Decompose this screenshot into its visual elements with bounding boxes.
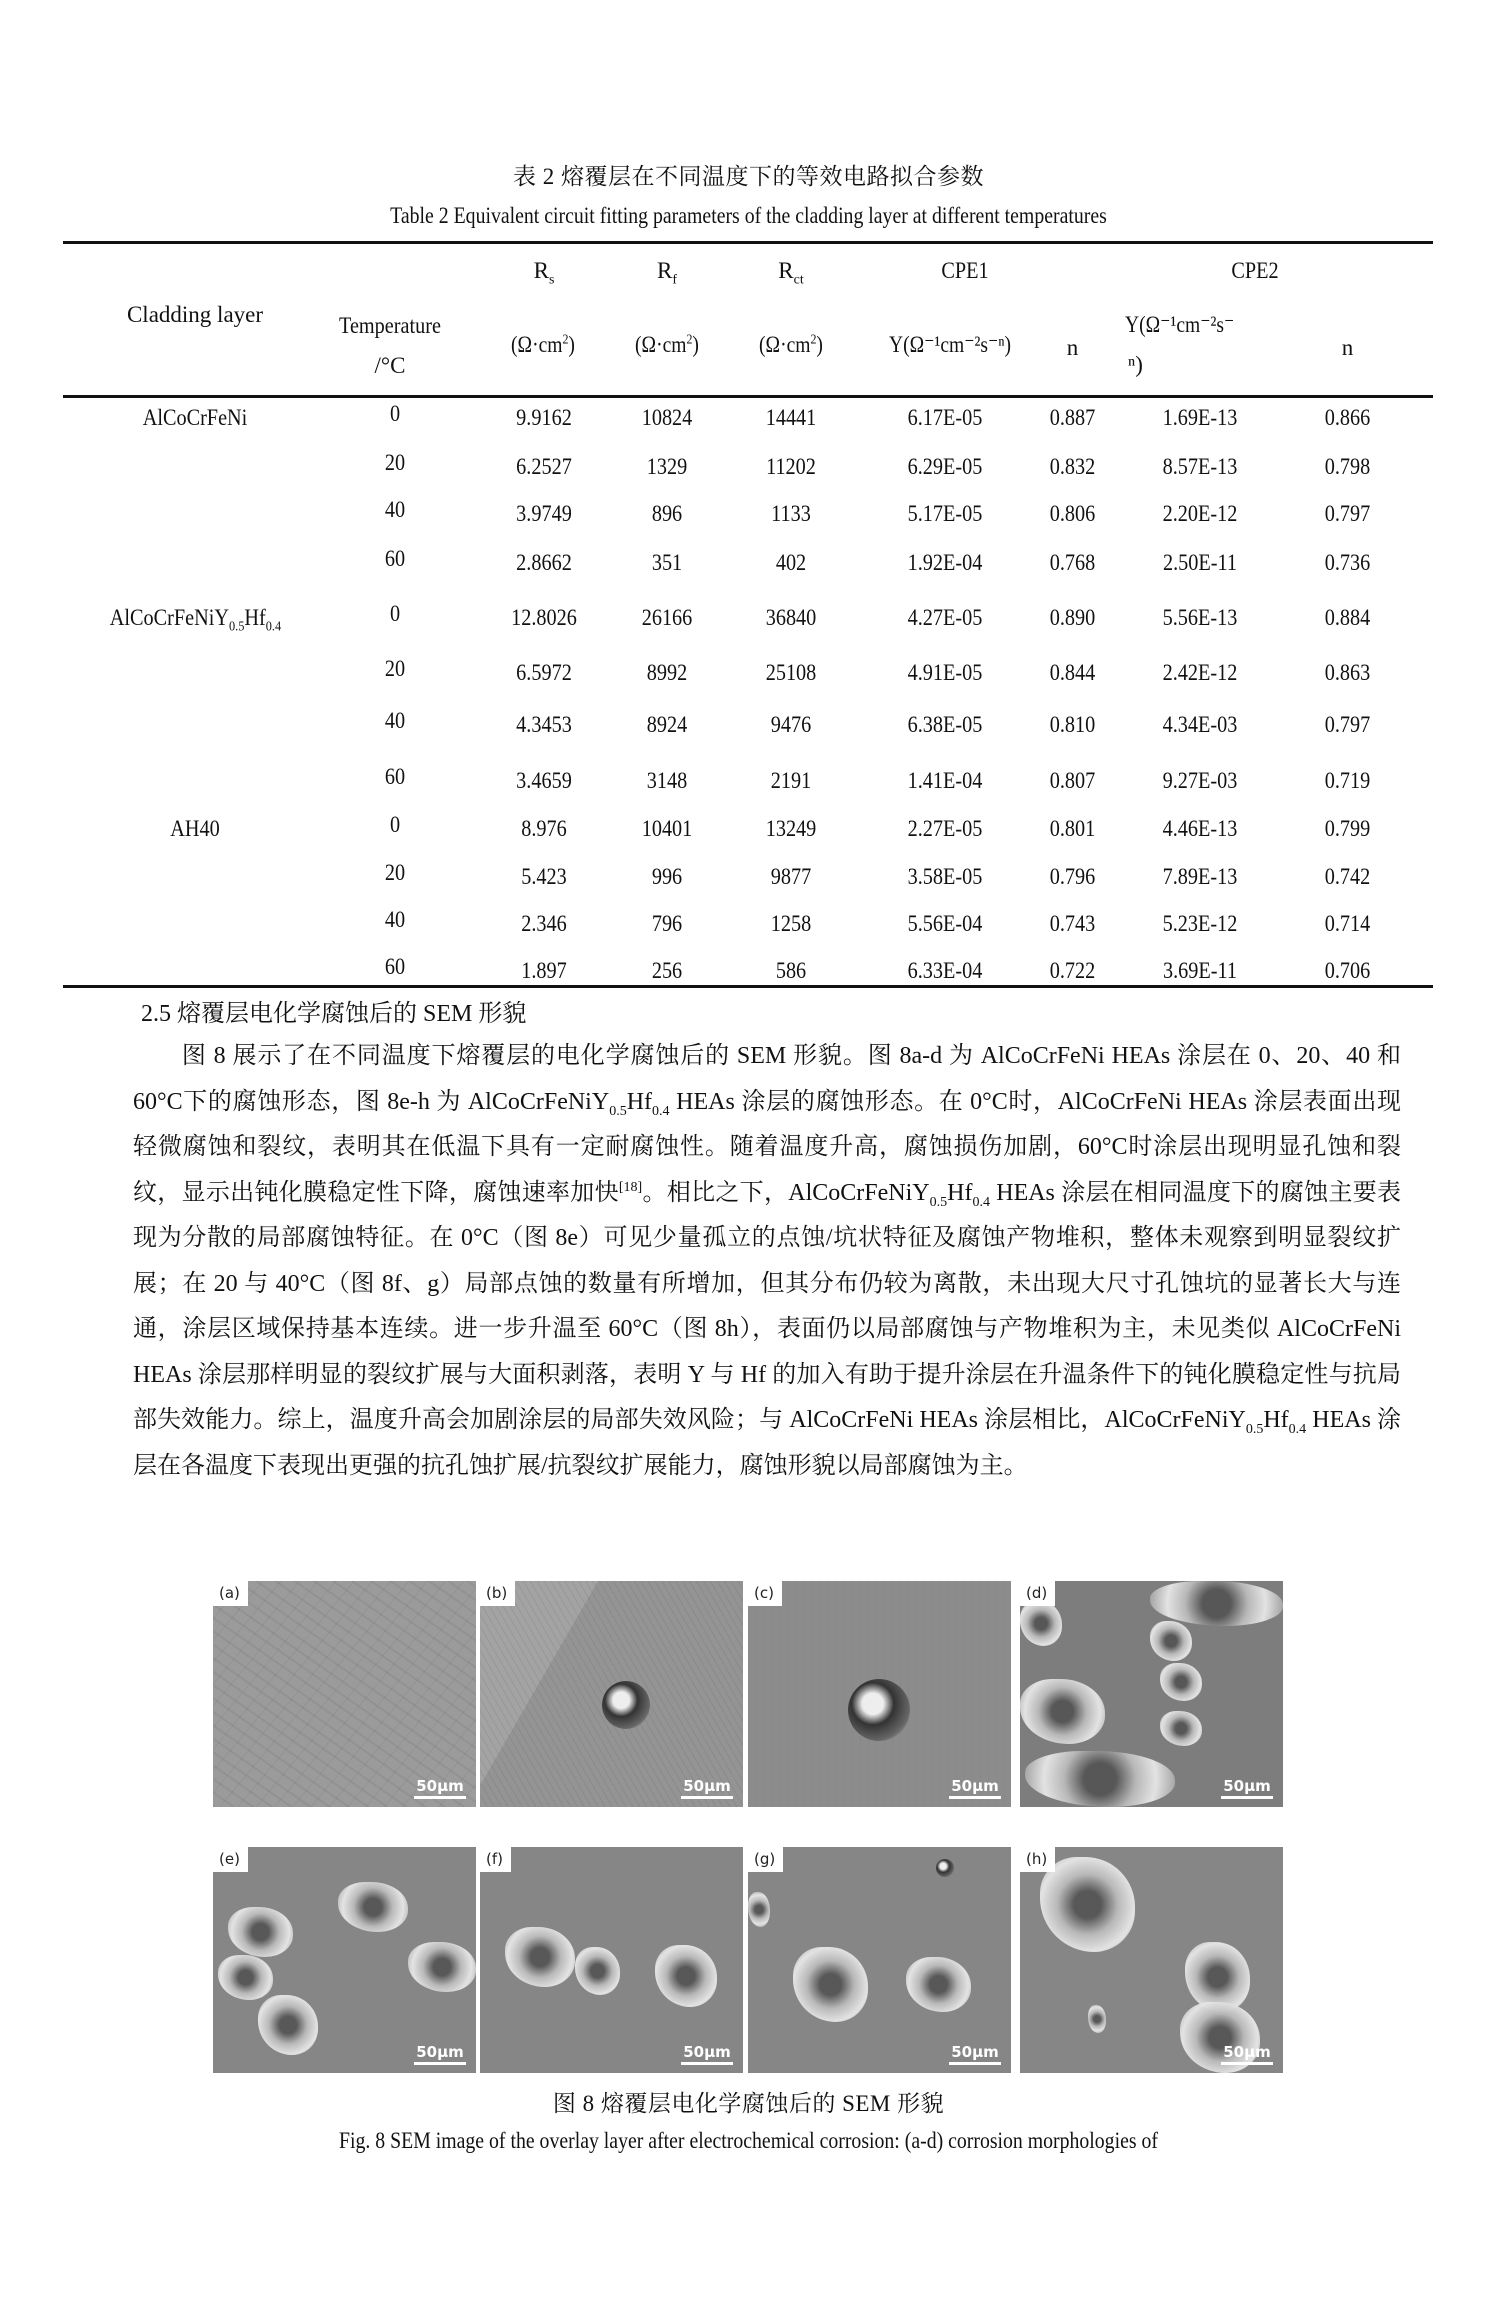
cell-n1: 0.722 <box>1049 958 1096 983</box>
cell-n1: 0.796 <box>1049 864 1096 889</box>
cell-rct: 13249 <box>765 816 817 841</box>
cell-rf: 8992 <box>646 660 688 685</box>
panel-label: (e) <box>213 1847 248 1872</box>
table-top-rule <box>63 241 1433 244</box>
corrosion-product <box>1020 1679 1105 1744</box>
cell-rs: 3.9749 <box>516 501 572 526</box>
cell-n2: 0.798 <box>1324 454 1371 479</box>
cell-y1: 6.33E-04 <box>907 958 983 983</box>
cell-rs: 12.8026 <box>511 605 577 630</box>
group-label: AlCoCrFeNi <box>142 405 248 430</box>
cell-n2: 0.719 <box>1324 768 1371 793</box>
cell-rs: 2.8662 <box>516 550 572 575</box>
header-cpe2-y-cont: ⁿ) <box>1128 352 1143 377</box>
cell-y2: 2.20E-12 <box>1162 501 1238 526</box>
panel-label: (d) <box>1020 1581 1055 1606</box>
header-cpe1-n: n <box>1066 335 1079 360</box>
cell-rct: 1258 <box>770 911 812 936</box>
cell-y1: 4.27E-05 <box>907 605 983 630</box>
cell-rf: 896 <box>651 501 683 526</box>
cell-rf: 8924 <box>646 712 688 737</box>
cell-rct: 9476 <box>770 712 812 737</box>
panel-label: (h) <box>1020 1847 1055 1872</box>
cell-y1: 5.56E-04 <box>907 911 983 936</box>
cell-y2: 5.23E-12 <box>1162 911 1238 936</box>
cell-temp: 60 <box>384 546 406 571</box>
cell-y2: 9.27E-03 <box>1162 768 1238 793</box>
cell-rct: 14441 <box>765 405 817 430</box>
sem-panel-h <box>1020 1847 1283 2073</box>
cell-rct: 36840 <box>765 605 817 630</box>
scale-bar: 50μm <box>949 1777 1001 1799</box>
body-paragraph: 图 8 展示了在不同温度下熔覆层的电化学腐蚀后的 SEM 形貌。图 8a-d 为 AlCoCrFeNi HEAs 涂层在 0、20、40 和 60°C下的腐蚀形态，图 8e-h 为 $AlCoCrFeNiY_{0.5}Hf_{0.4}$ HEAs 涂层的腐蚀形态。在 0°C时，AlCoCrFeNi HEAs 涂层表面出现轻微腐蚀和裂纹，表明其在低温下具有一定耐腐蚀性。随着温度升高，腐蚀损伤加剧，60°C时涂层出现明显孔蚀和裂纹，显示出钝化膜稳定性下降，腐蚀速率加快[18]。相比之下，$AlCoCrFeNiY_{0.5}Hf_{0.4}$ HEAs 涂层在相同温度下的腐蚀主要表现为分散的局部腐蚀特征。在 0°C（图 8e）可见少量孤立的点蚀/坑状特征及腐蚀产物堆积，整体未观察到明显裂纹扩展；在 20 与 40°C（图 8f、g）局部点蚀的数量有所增加，但其分布仍较为离散，未出现大尺寸孔蚀坑的显著长大与连通，涂层区域保持基本连续。进一步升温至 60°C（图 8h），表面仍以局部腐蚀与产物堆积为主，未见类似 AlCoCrFeNi HEAs 涂层那样明显的裂纹扩展与大面积剥落，表明 Y 与 Hf 的加入有助于提升涂层在升温条件下的钝化膜稳定性与抗局部失效能力。综上，温度升高会加剧涂层的局部失效风险；与 AlCoCrFeNi HEAs 涂层相比，$AlCoCrFeNiY_{0.5}Hf_{0.4}$ HEAs 涂层在各温度下表现出更强的抗孔蚀扩展/抗裂纹扩展能力，腐蚀形貌以局部腐蚀为主。 <box>133 1043 1402 1479</box>
corrosion-product <box>1020 1601 1062 1646</box>
cell-n2: 0.799 <box>1324 816 1371 841</box>
cell-y2: 8.57E-13 <box>1162 454 1238 479</box>
cell-rf: 796 <box>651 911 683 936</box>
cell-y2: 5.56E-13 <box>1162 605 1238 630</box>
cell-temp: 20 <box>384 450 406 475</box>
corrosion-product <box>748 1892 770 1927</box>
cell-n2: 0.884 <box>1324 605 1371 630</box>
cell-y2: 4.46E-13 <box>1162 816 1238 841</box>
scale-bar: 50μm <box>681 2043 733 2065</box>
sem-panel-b <box>480 1581 743 1807</box>
cell-n1: 0.743 <box>1049 911 1096 936</box>
sem-panel-g <box>748 1847 1011 2073</box>
cell-n2: 0.797 <box>1324 501 1371 526</box>
cell-temp: 40 <box>384 907 406 932</box>
header-cpe1: CPE1 <box>941 258 989 283</box>
header-rf: $R_f$ <box>656 258 677 288</box>
header-temperature: Temperature <box>339 313 441 338</box>
cell-n1: 0.844 <box>1049 660 1096 685</box>
cell-temp: 0 <box>389 401 401 426</box>
cell-rs: 3.4659 <box>516 768 572 793</box>
cell-n1: 0.810 <box>1049 712 1096 737</box>
group-label: AH40 <box>170 816 220 841</box>
cell-y2: 3.69E-11 <box>1162 958 1238 983</box>
panel-label: (a) <box>213 1581 248 1606</box>
corrosion-product <box>1160 1711 1202 1746</box>
header-rct: $R_{ct}$ <box>778 258 804 288</box>
sem-panel-f <box>480 1847 743 2073</box>
cell-rs: 4.3453 <box>516 712 572 737</box>
header-rs: $R_s$ <box>533 258 555 288</box>
cell-n2: 0.863 <box>1324 660 1371 685</box>
cell-y1: 1.41E-04 <box>907 768 983 793</box>
cell-rct: 586 <box>775 958 807 983</box>
cell-n1: 0.832 <box>1049 454 1096 479</box>
corrosion-product <box>793 1947 868 2022</box>
cell-temp: 0 <box>389 812 401 837</box>
cell-temp: 20 <box>384 860 406 885</box>
cell-rs: 9.9162 <box>516 405 572 430</box>
corrosion-product <box>1150 1621 1192 1661</box>
figure-caption-cn: 图 8 熔覆层电化学腐蚀后的 SEM 形貌 <box>552 2091 945 2116</box>
cell-temp: 60 <box>384 954 406 979</box>
group-label: $AlCoCrFeNiY_{0.5}Hf_{0.4}$ <box>109 605 282 635</box>
cell-y1: 1.92E-04 <box>907 550 983 575</box>
cell-y2: 1.69E-13 <box>1162 405 1238 430</box>
sem-panel-a <box>213 1581 476 1807</box>
cell-n1: 0.807 <box>1049 768 1096 793</box>
sem-panel-e <box>213 1847 476 2073</box>
panel-label: (b) <box>480 1581 515 1606</box>
panel-label: (f) <box>480 1847 511 1872</box>
cell-y2: 2.50E-11 <box>1162 550 1238 575</box>
header-cladding-layer: Cladding layer <box>126 302 264 327</box>
cell-rct: 9877 <box>770 864 812 889</box>
cell-rs: 8.976 <box>521 816 567 841</box>
panel-label: (c) <box>748 1581 782 1606</box>
sem-panel-d <box>1020 1581 1283 1807</box>
figure-caption-en: Fig. 8 SEM image of the overlay layer after electrochemical corrosion: (a-d) corrosion morphologies of <box>339 2128 1158 2153</box>
cell-n1: 0.806 <box>1049 501 1096 526</box>
scale-bar: 50μm <box>414 1777 466 1799</box>
cell-rs: 1.897 <box>521 958 567 983</box>
cell-y1: 2.27E-05 <box>907 816 983 841</box>
scale-bar: 50μm <box>681 1777 733 1799</box>
cell-rf: 26166 <box>641 605 693 630</box>
cell-y2: 7.89E-13 <box>1162 864 1238 889</box>
cell-n2: 0.714 <box>1324 911 1371 936</box>
corrosion-pit <box>602 1681 650 1729</box>
cell-n1: 0.801 <box>1049 816 1096 841</box>
corrosion-pit <box>848 1679 910 1741</box>
cell-rct: 2191 <box>770 768 812 793</box>
cell-y1: 6.17E-05 <box>907 405 983 430</box>
corrosion-product <box>1088 2005 1106 2033</box>
table-header-rule <box>63 395 1433 398</box>
scale-bar: 50μm <box>414 2043 466 2065</box>
cell-rs: 5.423 <box>521 864 567 889</box>
corrosion-product <box>228 1907 293 1957</box>
header-rs-unit: $(\Omega\cdot cm^2)$ <box>511 332 575 357</box>
header-cpe2-n: n <box>1341 335 1354 360</box>
header-temperature-unit: /°C <box>374 353 406 378</box>
cell-rf: 351 <box>651 550 683 575</box>
cell-rf: 1329 <box>646 454 688 479</box>
cell-rct: 11202 <box>766 454 816 479</box>
header-cpe2: CPE2 <box>1231 258 1279 283</box>
cell-rf: 10401 <box>641 816 693 841</box>
corrosion-product <box>575 1947 620 1995</box>
cell-temp: 40 <box>384 497 406 522</box>
table-bottom-rule <box>63 985 1433 988</box>
section-heading: 2.5 熔覆层电化学腐蚀后的 SEM 形貌 <box>141 1001 527 1027</box>
cell-temp: 40 <box>384 708 406 733</box>
scale-bar: 50μm <box>949 2043 1001 2065</box>
cell-y1: 6.29E-05 <box>907 454 983 479</box>
cell-n2: 0.866 <box>1324 405 1371 430</box>
header-cpe2-y: Y(Ω⁻¹cm⁻²s⁻ <box>1125 312 1235 337</box>
cell-rct: 402 <box>775 550 807 575</box>
cell-rf: 3148 <box>646 768 688 793</box>
corrosion-product <box>906 1957 971 2012</box>
cell-y1: 6.38E-05 <box>907 712 983 737</box>
cell-n1: 0.890 <box>1049 605 1096 630</box>
cell-n2: 0.706 <box>1324 958 1371 983</box>
header-cpe1-y: Y(Ω⁻¹cm⁻²s⁻ⁿ) <box>888 332 1012 357</box>
table-caption-cn: 表 2 熔覆层在不同温度下的等效电路拟合参数 <box>513 164 984 189</box>
scale-bar: 50μm <box>1221 1777 1273 1799</box>
cell-temp: 60 <box>384 764 406 789</box>
cell-temp: 20 <box>384 656 406 681</box>
cell-y1: 3.58E-05 <box>907 864 983 889</box>
corrosion-product <box>505 1927 575 1987</box>
sem-panel-c <box>748 1581 1011 1807</box>
header-rct-unit: $(\Omega\cdot cm^2)$ <box>759 332 823 357</box>
corrosion-product <box>1025 1751 1175 1807</box>
corrosion-product <box>655 1945 717 2007</box>
corrosion-product <box>408 1942 476 1992</box>
cell-n2: 0.797 <box>1324 712 1371 737</box>
corrosion-product <box>1150 1581 1283 1626</box>
cell-y2: 2.42E-12 <box>1162 660 1238 685</box>
cell-n1: 0.768 <box>1049 550 1096 575</box>
cell-rct: 25108 <box>765 660 817 685</box>
cell-n1: 0.887 <box>1049 405 1096 430</box>
corrosion-product <box>1160 1663 1202 1701</box>
scale-bar: 50μm <box>1221 2043 1273 2065</box>
cell-temp: 0 <box>389 601 401 626</box>
cell-y1: 5.17E-05 <box>907 501 983 526</box>
cell-rs: 6.5972 <box>516 660 572 685</box>
cell-rf: 10824 <box>641 405 693 430</box>
cell-rct: 1133 <box>771 501 811 526</box>
cell-y2: 4.34E-03 <box>1162 712 1238 737</box>
corrosion-product <box>258 1995 318 2055</box>
panel-label: (g) <box>748 1847 783 1872</box>
cell-rf: 996 <box>651 864 683 889</box>
cell-y1: 4.91E-05 <box>907 660 983 685</box>
cell-rs: 6.2527 <box>516 454 572 479</box>
corrosion-product <box>218 1955 273 2000</box>
header-rf-unit: $(\Omega\cdot cm^2)$ <box>635 332 699 357</box>
cell-n2: 0.736 <box>1324 550 1371 575</box>
table-caption-en: Table 2 Equivalent circuit fitting parameters of the cladding layer at different temperatures <box>390 203 1107 228</box>
corrosion-pit <box>936 1859 954 1877</box>
corrosion-product <box>338 1882 408 1932</box>
cell-rf: 256 <box>651 958 683 983</box>
cell-rs: 2.346 <box>521 911 567 936</box>
cell-n2: 0.742 <box>1324 864 1371 889</box>
